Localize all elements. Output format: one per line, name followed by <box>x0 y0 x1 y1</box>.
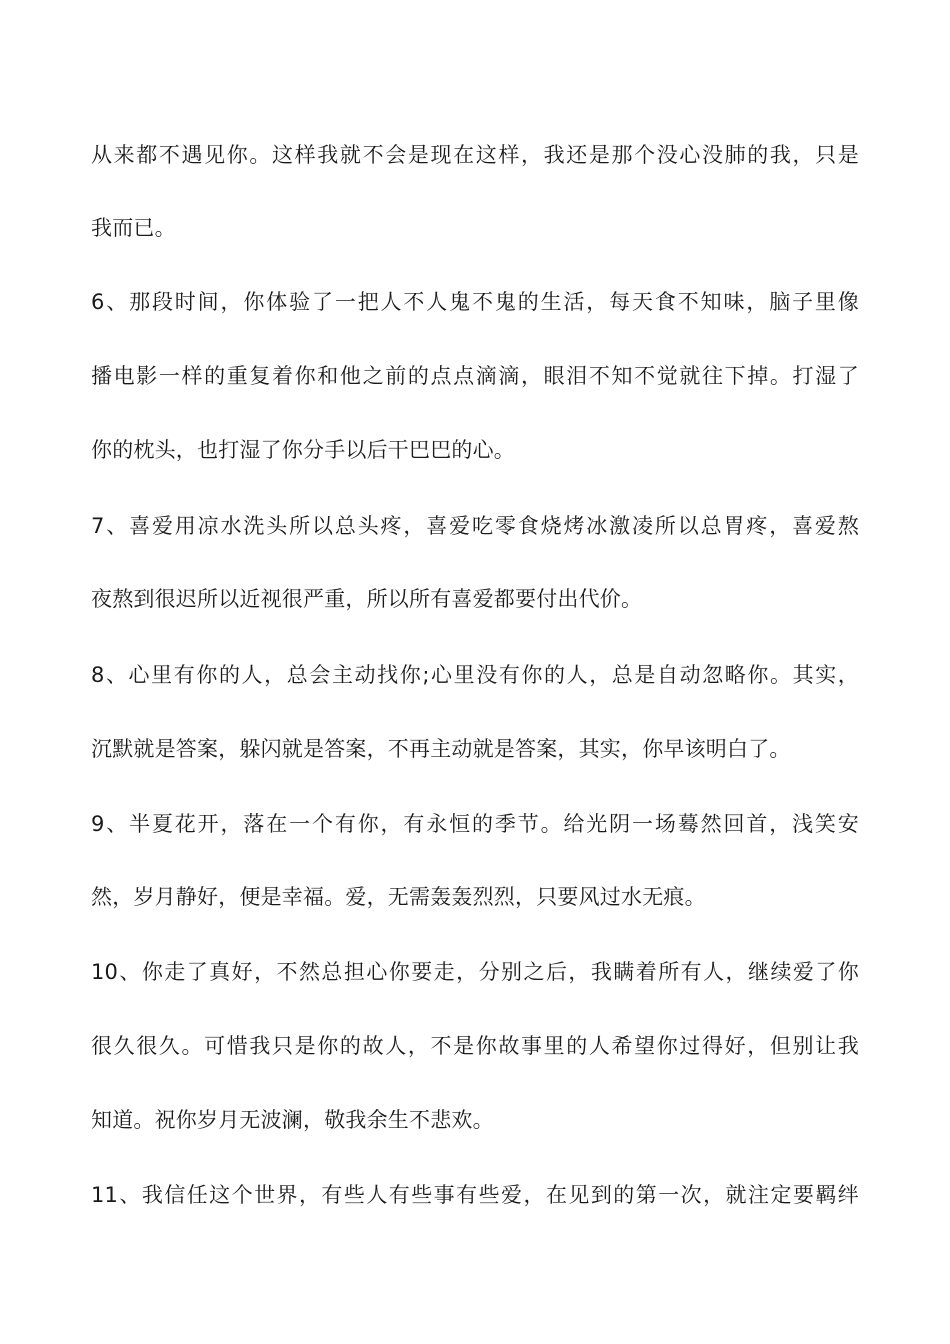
text-line: 10、你走了真好，不然总担心你要走，分别之后，我瞒着所有人，继续爱了你 <box>91 960 859 984</box>
text-line: 11、我信任这个世界，有些人有些事有些爱，在见到的第一次，就注定要羁绊 <box>91 1183 859 1207</box>
text-line: 从来都不遇见你。这样我就不会是现在这样，我还是那个没心没肺的我，只是 <box>91 143 859 167</box>
text-line: 知道。祝你岁月无波澜，敬我余生不悲欢。 <box>91 1108 494 1132</box>
text-line: 播电影一样的重复着你和他之前的点点滴滴，眼泪不知不觉就往下掉。打湿了 <box>91 364 859 388</box>
text-line: 6、那段时间，你体验了一把人不人鬼不鬼的生活，每天食不知味，脑子里像 <box>91 290 859 314</box>
text-line: 然，岁月静好，便是幸福。爱，无需轰轰烈烈，只要风过水无痕。 <box>91 885 706 909</box>
text-line: 沉默就是答案，躲闪就是答案，不再主动就是答案，其实，你早该明白了。 <box>91 737 791 761</box>
text-line: 9、半夏花开，落在一个有你，有永恒的季节。给光阴一场蓦然回首，浅笑安 <box>91 812 859 836</box>
text-line: 夜熬到很迟所以近视很严重，所以所有喜爱都要付出代价。 <box>91 587 643 611</box>
text-line: 我而已。 <box>91 216 176 240</box>
text-line: 你的枕头，也打湿了你分手以后干巴巴的心。 <box>91 438 515 462</box>
text-line: 很久很久。可惜我只是你的故人，不是你故事里的人希望你过得好，但别让我 <box>91 1034 859 1058</box>
text-line: 7、喜爱用凉水洗头所以总头疼，喜爱吃零食烧烤冰激凌所以总胃疼，喜爱熬 <box>91 514 859 538</box>
text-line: 8、心里有你的人，总会主动找你;心里没有你的人，总是自动忽略你。其实， <box>91 663 859 687</box>
